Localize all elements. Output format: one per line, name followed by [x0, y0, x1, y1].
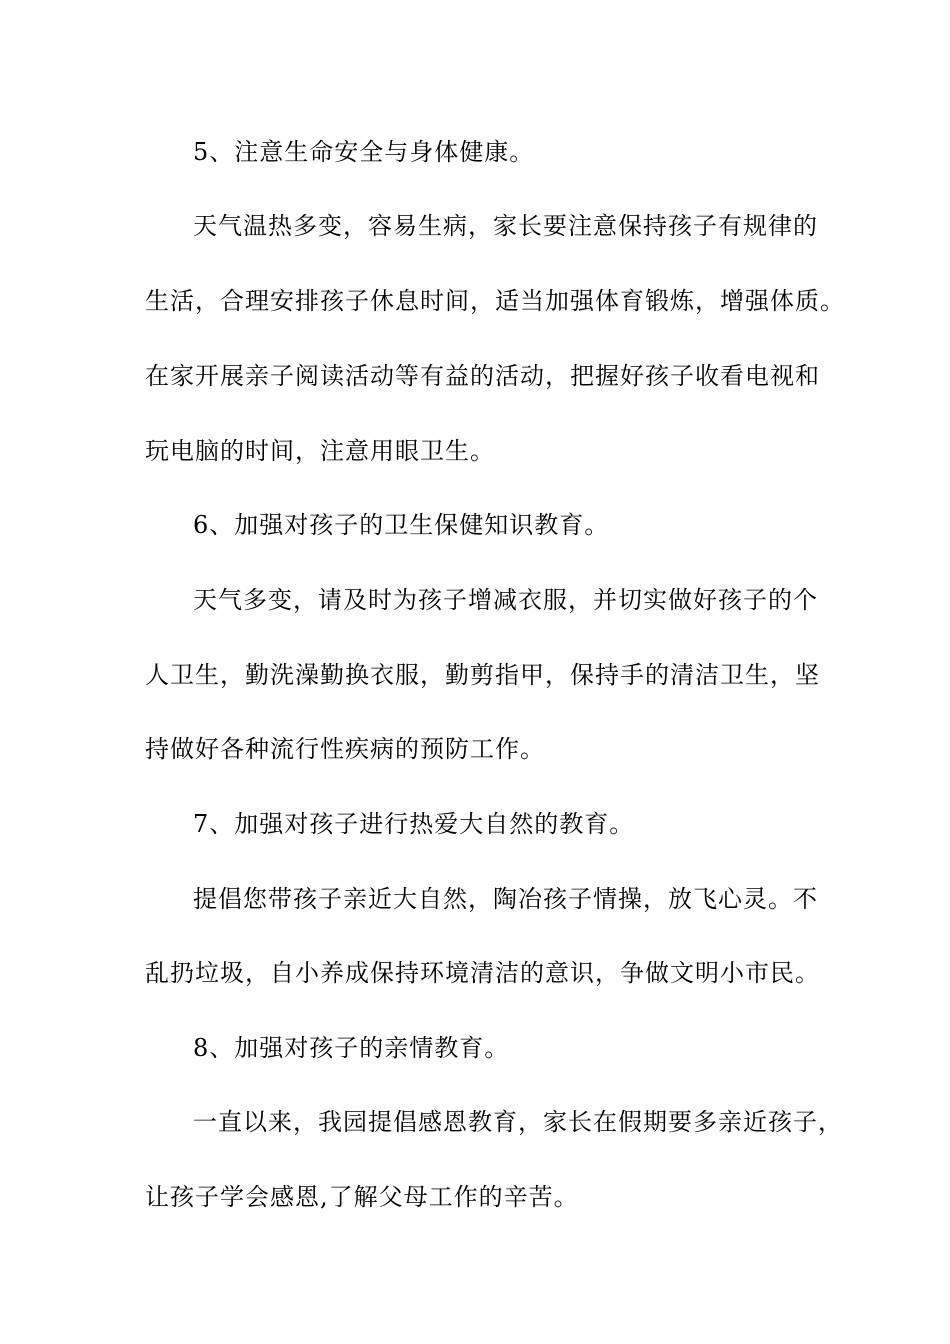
paragraph-line: 在家开展亲子阅读活动等有益的活动，把握好孩子收看电视和 [145, 362, 820, 390]
paragraph-line: 人卫生，勤洗澡勤换衣服，勤剪指甲，保持手的清洁卫生，坚 [145, 661, 820, 689]
heading-item-8: 8、加强对孩子的亲情教育。 [193, 1034, 510, 1062]
paragraph-line: 玩电脑的时间，注意用眼卫生。 [145, 437, 495, 465]
paragraph-line: 让孩子学会感恩,了解父母工作的辛苦。 [145, 1183, 579, 1211]
paragraph-line: 生活，合理安排孩子休息时间，适当加强体育锻炼，增强体质。 [145, 287, 845, 315]
paragraph-line: 提倡您带孩子亲近大自然，陶冶孩子情操，放飞心灵。不 [193, 885, 818, 913]
paragraph-line: 持做好各种流行性疾病的预防工作。 [145, 735, 545, 763]
paragraph-line: 一直以来，我园提倡感恩教育，家长在假期要多亲近孩子， [193, 1108, 843, 1136]
heading-item-6: 6、加强对孩子的卫生保健知识教育。 [193, 511, 610, 539]
heading-item-5: 5、注意生命安全与身体健康。 [193, 138, 535, 166]
paragraph-line: 天气多变，请及时为孩子增减衣服，并切实做好孩子的个 [193, 586, 818, 614]
paragraph-line: 乱扔垃圾，自小养成保持环境清洁的意识，争做文明小市民。 [145, 959, 820, 987]
paragraph-line: 天气温热多变，容易生病，家长要注意保持孩子有规律的 [193, 212, 818, 240]
heading-item-7: 7、加强对孩子进行热爱大自然的教育。 [193, 810, 635, 838]
